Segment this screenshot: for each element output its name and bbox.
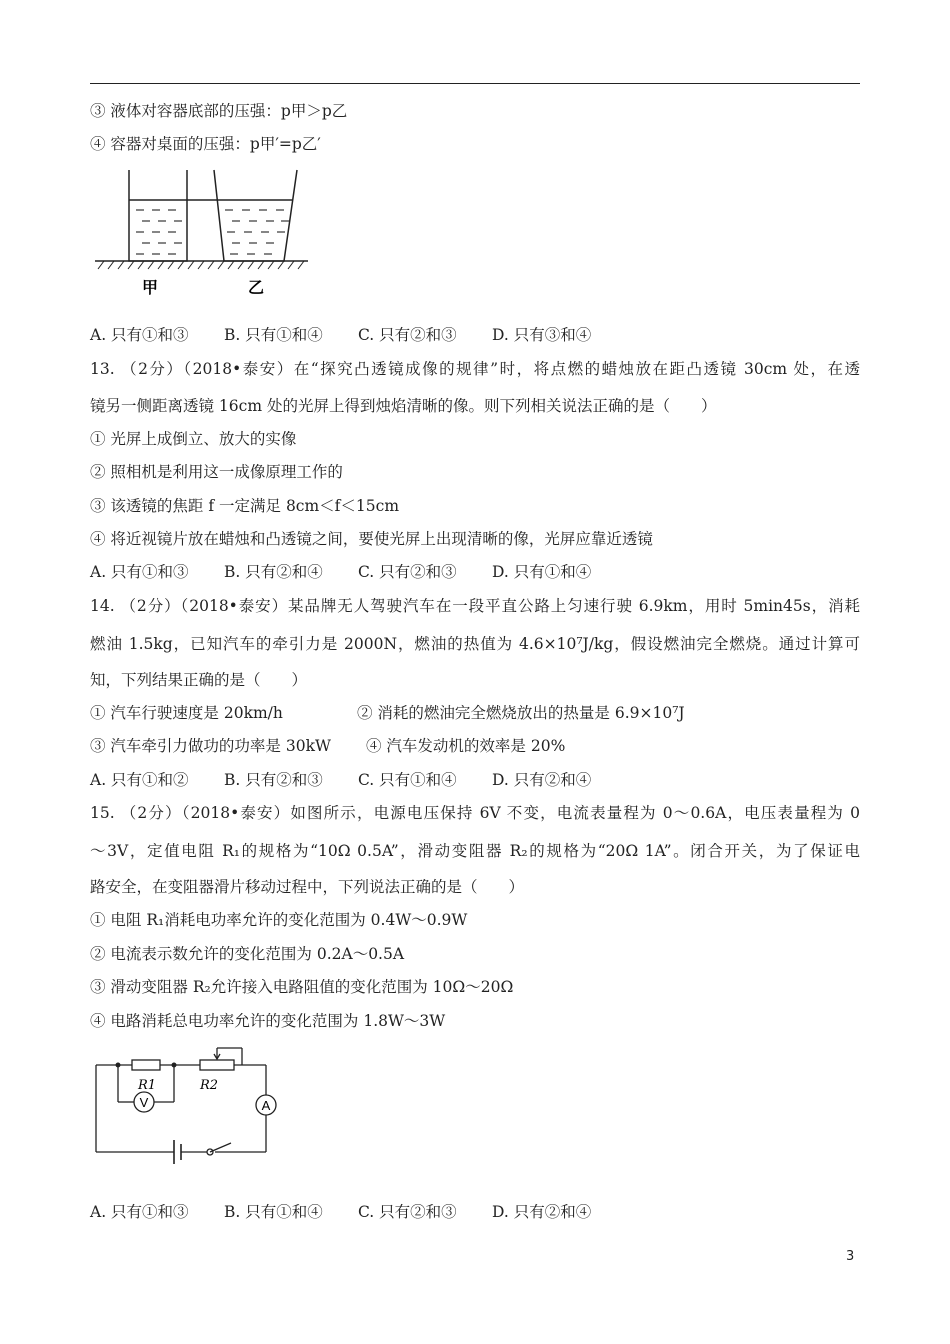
q12-option-b[interactable]: B. 只有①和④ xyxy=(224,326,323,344)
label-jia: 甲 xyxy=(142,278,159,297)
q14-stem-line-2: 燃油 1.5kg，已知汽车的牵引力是 2000N，燃油的热值为 4.6×10⁷J/kg，假设燃油完全燃烧。通过计算可 xyxy=(90,635,860,653)
header-rule xyxy=(90,83,860,84)
label-r1: R1 xyxy=(138,1078,157,1093)
q12-option-d[interactable]: D. 只有③和④ xyxy=(492,326,592,344)
q14-statement-3: ③ 汽车牵引力做功的功率是 30kW xyxy=(90,737,331,755)
q13-statement-4: ④ 将近视镜片放在蜡烛和凸透镜之间，要使光屏上出现清晰的像，光屏应靠近透镜 xyxy=(90,530,653,548)
q14-option-d[interactable]: D. 只有②和④ xyxy=(492,771,592,789)
q14-statement-1: ① 汽车行驶速度是 20km/h xyxy=(90,704,283,722)
q13-statement-3: ③ 该透镜的焦距 f 一定满足 8cm＜f＜15cm xyxy=(90,497,400,515)
q15-option-d[interactable]: D. 只有②和④ xyxy=(492,1203,592,1221)
q12-option-a[interactable]: A. 只有①和③ xyxy=(90,326,189,344)
q14-statement-4: ④ 汽车发动机的效率是 20% xyxy=(366,737,566,755)
voltmeter-label: V xyxy=(139,1095,149,1110)
q12-option-c[interactable]: C. 只有②和③ xyxy=(358,326,457,344)
q13-options xyxy=(90,562,626,582)
q14-stem-line-3: 知，下列结果正确的是（ ） xyxy=(90,671,308,689)
q14-option-b[interactable]: B. 只有②和③ xyxy=(224,771,323,789)
q13-statement-1: ① 光屏上成倒立、放大的实像 xyxy=(90,430,297,448)
q12-options xyxy=(90,325,626,345)
q15-option-a[interactable]: A. 只有①和③ xyxy=(90,1203,189,1221)
q14-option-c[interactable]: C. 只有①和④ xyxy=(358,771,457,789)
q15-stem-line-3: 路安全，在变阻器滑片移动过程中，下列说法正确的是（ ） xyxy=(90,878,525,896)
q12-statement-3: ③ 液体对容器底部的压强：p甲＞p乙 xyxy=(90,102,348,120)
q15-statement-2: ② 电流表示数允许的变化范围为 0.2A～0.5A xyxy=(90,945,405,963)
q13-option-a[interactable]: A. 只有①和③ xyxy=(90,563,189,581)
q13-option-c[interactable]: C. 只有②和③ xyxy=(358,563,457,581)
circuit-figure xyxy=(90,1040,290,1170)
q15-option-b[interactable]: B. 只有①和④ xyxy=(224,1203,323,1221)
q14-options xyxy=(90,770,626,790)
q14-stem-line-1: 14. （2分）（2018•泰安）某品牌无人驾驶汽车在一段平直公路上匀速行驶 6.9km，用时 5min45s，消耗 xyxy=(90,597,860,615)
q15-statement-3: ③ 滑动变阻器 R₂允许接入电路阻值的变化范围为 10Ω～20Ω xyxy=(90,978,514,996)
label-yi: 乙 xyxy=(248,278,265,297)
page-number: 3 xyxy=(846,1249,855,1264)
q15-options xyxy=(90,1202,626,1222)
q15-statement-1: ① 电阻 R₁消耗电功率允许的变化范围为 0.4W～0.9W xyxy=(90,911,468,929)
q13-stem-line-1: 13. （2分）（2018•泰安）在“探究凸透镜成像的规律”时，将点燃的蜡烛放在距凸透镜 30cm 处，在透 xyxy=(90,360,860,378)
q15-stem-line-1: 15. （2分）（2018•泰安）如图所示，电源电压保持 6V 不变，电流表量程为 0～0.6A，电压表量程为 0 xyxy=(90,804,860,822)
q15-statement-4: ④ 电路消耗总电功率允许的变化范围为 1.8W～3W xyxy=(90,1012,446,1030)
label-r2: R2 xyxy=(200,1078,219,1093)
containers-figure xyxy=(90,165,320,300)
q13-option-d[interactable]: D. 只有①和④ xyxy=(492,563,592,581)
q14-statement-2: ② 消耗的燃油完全燃烧放出的热量是 6.9×10⁷J xyxy=(357,704,685,722)
q13-stem-line-2: 镜另一侧距离透镜 16cm 处的光屏上得到烛焰清晰的像。则下列相关说法正确的是（ ） xyxy=(90,397,717,415)
q15-stem-line-2: ～3V，定值电阻 R₁的规格为“10Ω 0.5A”，滑动变阻器 R₂的规格为“20Ω 1A”。闭合开关，为了保证电 xyxy=(90,842,860,860)
q15-option-c[interactable]: C. 只有②和③ xyxy=(358,1203,457,1221)
q14-option-a[interactable]: A. 只有①和② xyxy=(90,771,189,789)
q12-statement-4: ④ 容器对桌面的压强：p甲′=p乙′ xyxy=(90,135,321,153)
q13-statement-2: ② 照相机是利用这一成像原理工作的 xyxy=(90,463,343,481)
q13-option-b[interactable]: B. 只有②和④ xyxy=(224,563,323,581)
ammeter-label: A xyxy=(261,1098,271,1113)
